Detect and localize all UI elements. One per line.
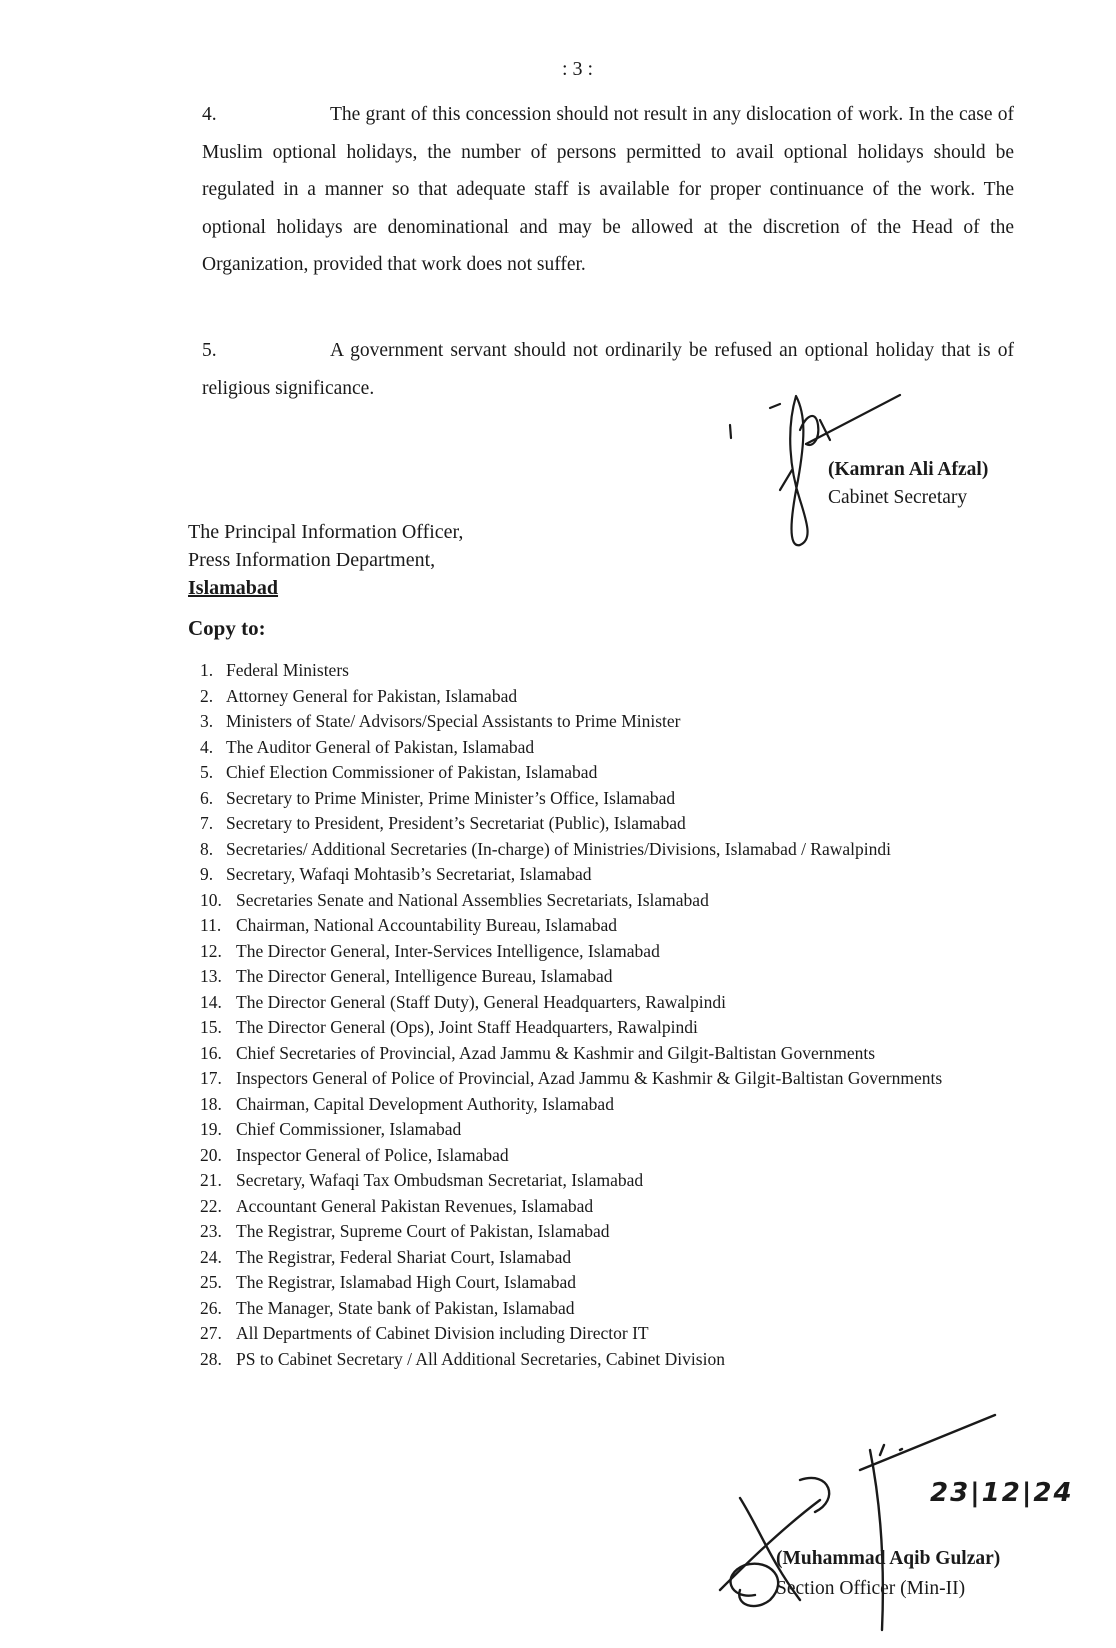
copy-to-item-number: 23. <box>200 1221 222 1241</box>
copy-to-item-number: 25. <box>200 1272 222 1292</box>
copy-to-item <box>200 1194 1030 1220</box>
copy-to-item <box>200 990 1030 1016</box>
copy-to-item-number: 11. <box>200 915 222 935</box>
copy-to-item-text: All Departments of Cabinet Division including Director IT <box>236 1323 649 1343</box>
copy-to-item-number: 2. <box>200 685 214 706</box>
copy-to-item <box>200 1321 1030 1347</box>
copy-to-item <box>200 1168 1030 1194</box>
copy-to-item <box>200 1117 1030 1143</box>
copy-to-item-number: 13. <box>200 966 222 986</box>
paragraph-4 <box>202 96 1014 284</box>
copy-to-item-text: Inspector General of Police, Islamabad <box>236 1144 509 1165</box>
copy-to-item-text: The Registrar, Islamabad High Court, Islamabad <box>236 1272 576 1292</box>
copy-to-item <box>200 1066 1030 1092</box>
copy-to-item-text: Secretary to Prime Minister, Prime Minister’s Office, Islamabad <box>226 787 676 808</box>
copy-to-item <box>200 913 1030 939</box>
copy-to-item-text: Ministers of State/ Advisors/Special Assistants to Prime Minister <box>226 711 681 731</box>
copy-to-item-number: 14. <box>200 991 222 1012</box>
copy-to-item-text: The Manager, State bank of Pakistan, Islamabad <box>236 1297 575 1318</box>
copy-to-item-text: Secretary, Wafaqi Mohtasib’s Secretariat, Islamabad <box>226 864 592 884</box>
copy-to-item <box>200 1092 1030 1118</box>
copy-to-item-text: The Auditor General of Pakistan, Islamabad <box>226 736 535 757</box>
paragraph-4-text: The grant of this concession should not result in any dislocation of work. In the case of Muslim optional holidays, the number of persons permitted to avail optional holidays should be regulated in a manner so that adequate staff is available for proper continuance of the work. The optional holidays are denominational and may be allowed at the discretion of the Head of the Organization, provided that work does not suffer. <box>202 104 1014 275</box>
copy-to-item-text: Chairman, National Accountability Bureau, Islamabad <box>236 915 618 935</box>
copy-to-item-number: 19. <box>200 1119 222 1139</box>
paragraph-5 <box>202 332 1014 407</box>
copy-to-item <box>200 1245 1030 1271</box>
copy-to-item-number: 16. <box>200 1042 222 1063</box>
copy-to-item-text: Chief Election Commissioner of Pakistan, Islamabad <box>226 762 598 782</box>
copy-to-item-text: Secretary to President, President’s Secretariat (Public), Islamabad <box>226 813 686 833</box>
signatory-title: Cabinet Secretary <box>828 487 968 508</box>
copy-to-item-text: The Director General, Intelligence Bureau, Islamabad <box>236 966 613 986</box>
copy-to-item <box>200 1015 1030 1041</box>
section-officer-title: Section Officer (Min-II) <box>776 1578 966 1599</box>
copy-to-item <box>200 709 1030 735</box>
copy-to-item-number: 17. <box>200 1068 222 1088</box>
copy-to-item-text: Chairman, Capital Development Authority, Islamabad <box>236 1093 614 1114</box>
copy-to-item-text: Chief Commissioner, Islamabad <box>236 1119 462 1139</box>
addressee-line-2: Press Information Department, <box>188 549 436 571</box>
copy-to-item-text: The Registrar, Supreme Court of Pakistan, Islamabad <box>236 1221 610 1241</box>
copy-to-item-number: 20. <box>200 1144 222 1165</box>
addressee-line-1: The Principal Information Officer, <box>188 521 464 543</box>
copy-to-item <box>200 658 1030 684</box>
copy-to-item <box>200 1219 1030 1245</box>
copy-to-item <box>200 735 1030 761</box>
copy-to-item <box>200 684 1030 710</box>
copy-to-heading: Copy to: <box>188 616 266 640</box>
copy-to-item-text: The Director General (Ops), Joint Staff Headquarters, Rawalpindi <box>236 1017 698 1037</box>
copy-to-item-number: 26. <box>200 1297 222 1318</box>
copy-to-item-text: Secretaries/ Additional Secretaries (In-charge) of Ministries/Divisions, Islamabad / Rawalpindi <box>226 838 891 859</box>
paragraph-4-number: 4. <box>202 104 217 125</box>
copy-to-item <box>200 786 1030 812</box>
copy-to-item-number: 8. <box>200 838 214 859</box>
copy-to-item-text: Federal Ministers <box>226 660 349 680</box>
copy-to-item-text: The Director General (Staff Duty), General Headquarters, Rawalpindi <box>236 991 726 1012</box>
copy-to-item-number: 3. <box>200 711 214 731</box>
copy-to-item-number: 28. <box>200 1348 222 1369</box>
section-officer-name: (Muhammad Aqib Gulzar) <box>776 1548 1001 1569</box>
copy-to-item <box>200 862 1030 888</box>
copy-to-item-text: Secretary, Wafaqi Tax Ombudsman Secretariat, Islamabad <box>236 1170 644 1190</box>
signatory-name: (Kamran Ali Afzal) <box>828 459 989 480</box>
copy-to-item-number: 22. <box>200 1195 222 1216</box>
copy-to-item-number: 27. <box>200 1323 222 1343</box>
copy-to-item-number: 6. <box>200 787 214 808</box>
page-number: : 3 : <box>562 58 594 80</box>
copy-to-item-number: 1. <box>200 660 214 680</box>
copy-to-item <box>200 888 1030 914</box>
copy-to-item-text: PS to Cabinet Secretary / All Additional Secretaries, Cabinet Division <box>236 1348 725 1369</box>
copy-to-item <box>200 964 1030 990</box>
copy-to-item-number: 21. <box>200 1170 222 1190</box>
copy-to-list <box>200 658 1030 1372</box>
copy-to-item-text: Attorney General for Pakistan, Islamabad <box>226 685 518 706</box>
copy-to-item-number: 7. <box>200 813 214 833</box>
paragraph-5-text: A government servant should not ordinarily be refused an optional holiday that is of religious significance. <box>202 340 1014 399</box>
handwritten-date: 23|12|24 <box>930 1478 1074 1508</box>
copy-to-item-number: 4. <box>200 736 214 757</box>
copy-to-item <box>200 1041 1030 1067</box>
copy-to-item-text: The Registrar, Federal Shariat Court, Islamabad <box>236 1246 572 1267</box>
copy-to-item <box>200 837 1030 863</box>
copy-to-item <box>200 811 1030 837</box>
copy-to-item-number: 18. <box>200 1093 222 1114</box>
copy-to-item <box>200 1143 1030 1169</box>
paragraph-5-number: 5. <box>202 340 217 361</box>
copy-to-item-number: 9. <box>200 864 214 884</box>
copy-to-item <box>200 1296 1030 1322</box>
copy-to-item <box>200 760 1030 786</box>
copy-to-item <box>200 1270 1030 1296</box>
copy-to-item-text: Inspectors General of Police of Provincial, Azad Jammu & Kashmir & Gilgit-Baltistan Governments <box>236 1068 943 1088</box>
copy-to-item-text: Accountant General Pakistan Revenues, Islamabad <box>236 1195 594 1216</box>
copy-to-item-number: 12. <box>200 940 222 961</box>
copy-to-item-number: 15. <box>200 1017 222 1037</box>
copy-to-item-text: The Director General, Inter-Services Intelligence, Islamabad <box>236 940 660 961</box>
copy-to-item-number: 5. <box>200 762 214 782</box>
copy-to-item-text: Secretaries Senate and National Assemblies Secretariats, Islamabad <box>236 889 709 910</box>
copy-to-item-number: 10. <box>200 889 222 910</box>
addressee-city: Islamabad <box>188 577 279 599</box>
copy-to-item <box>200 939 1030 965</box>
copy-to-item-text: Chief Secretaries of Provincial, Azad Jammu & Kashmir and Gilgit-Baltistan Governments <box>236 1042 876 1063</box>
copy-to-item-number: 24. <box>200 1246 222 1267</box>
copy-to-item <box>200 1347 1030 1373</box>
